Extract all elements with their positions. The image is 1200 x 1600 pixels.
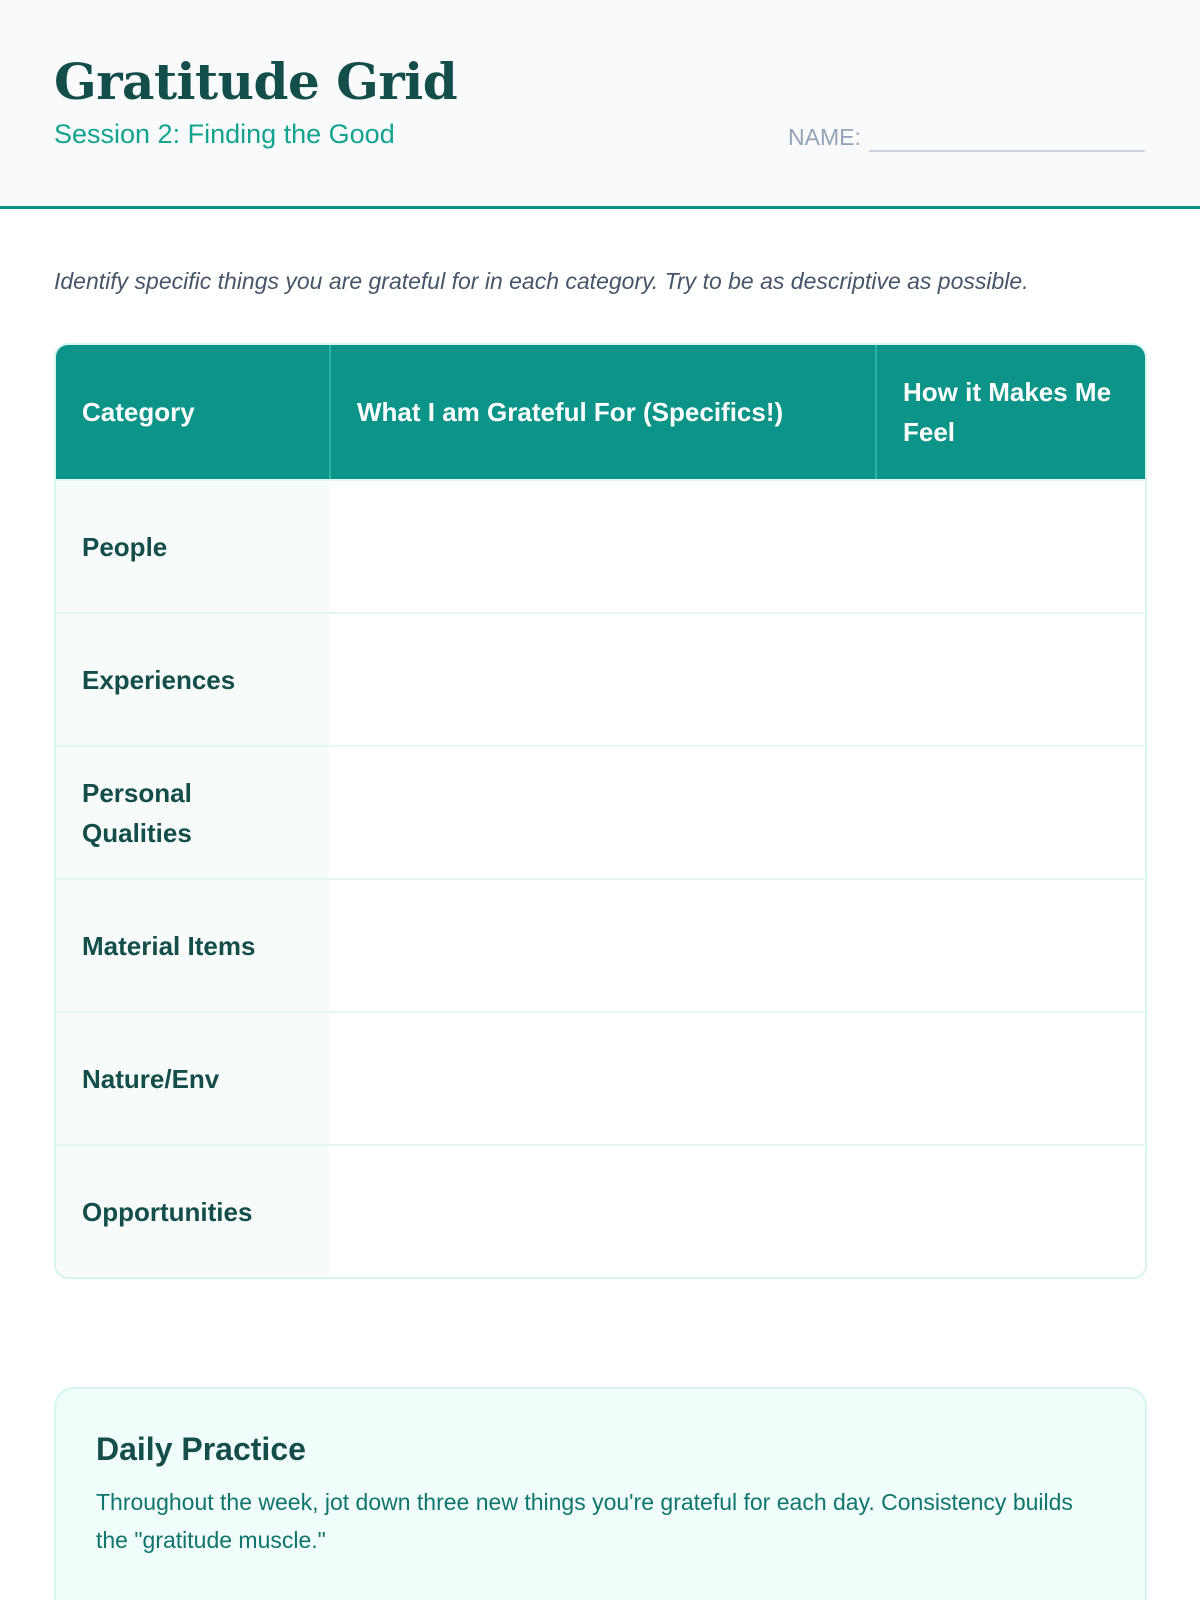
grateful-for-cell[interactable] — [329, 880, 875, 1011]
feeling-cell[interactable] — [875, 747, 1145, 878]
grateful-for-cell[interactable] — [329, 747, 875, 878]
grateful-for-cell[interactable] — [329, 614, 875, 745]
grateful-for-cell[interactable] — [329, 1013, 875, 1144]
grateful-for-cell[interactable] — [329, 1146, 875, 1277]
table-row — [56, 745, 1145, 878]
feeling-cell[interactable] — [875, 614, 1145, 745]
feeling-cell[interactable] — [875, 481, 1145, 612]
table-row — [56, 612, 1145, 745]
gratitude-grid-table — [54, 343, 1147, 1279]
daily-practice-box — [54, 1387, 1147, 1600]
table-row — [56, 1144, 1145, 1277]
instructions-text: Identify specific things you are grateful for in each category. Try to be as descriptive as possible. — [54, 268, 1029, 294]
column-header-grateful-for: What I am Grateful For (Specifics!) — [329, 345, 875, 479]
daily-practice-title: Daily Practice — [96, 1431, 306, 1467]
page-subtitle: Session 2: Finding the Good — [54, 119, 395, 149]
category-label: People — [56, 481, 329, 612]
feeling-cell[interactable] — [875, 1146, 1145, 1277]
column-header-category: Category — [82, 397, 195, 427]
category-label: Nature/Env — [56, 1013, 329, 1144]
worksheet-header — [0, 0, 1200, 209]
page-title: Gratitude Grid — [54, 52, 458, 111]
feeling-cell[interactable] — [875, 880, 1145, 1011]
name-label: NAME: — [788, 124, 861, 150]
category-label: Opportunities — [56, 1146, 329, 1277]
table-row — [56, 1011, 1145, 1144]
table-row — [56, 878, 1145, 1011]
name-input-line[interactable] — [869, 128, 1145, 152]
name-field[interactable] — [788, 122, 1145, 152]
table-row — [56, 479, 1145, 612]
category-label: Personal Qualities — [56, 747, 329, 878]
table-header-row — [56, 345, 1145, 479]
daily-practice-text: Throughout the week, jot down three new things you're grateful for each day. Consistency builds the "gratitude muscle." — [96, 1489, 1073, 1553]
grateful-for-cell[interactable] — [329, 481, 875, 612]
category-label: Experiences — [56, 614, 329, 745]
feeling-cell[interactable] — [875, 1013, 1145, 1144]
category-label: Material Items — [56, 880, 329, 1011]
column-header-feeling: How it Makes Me Feel — [875, 345, 1145, 479]
